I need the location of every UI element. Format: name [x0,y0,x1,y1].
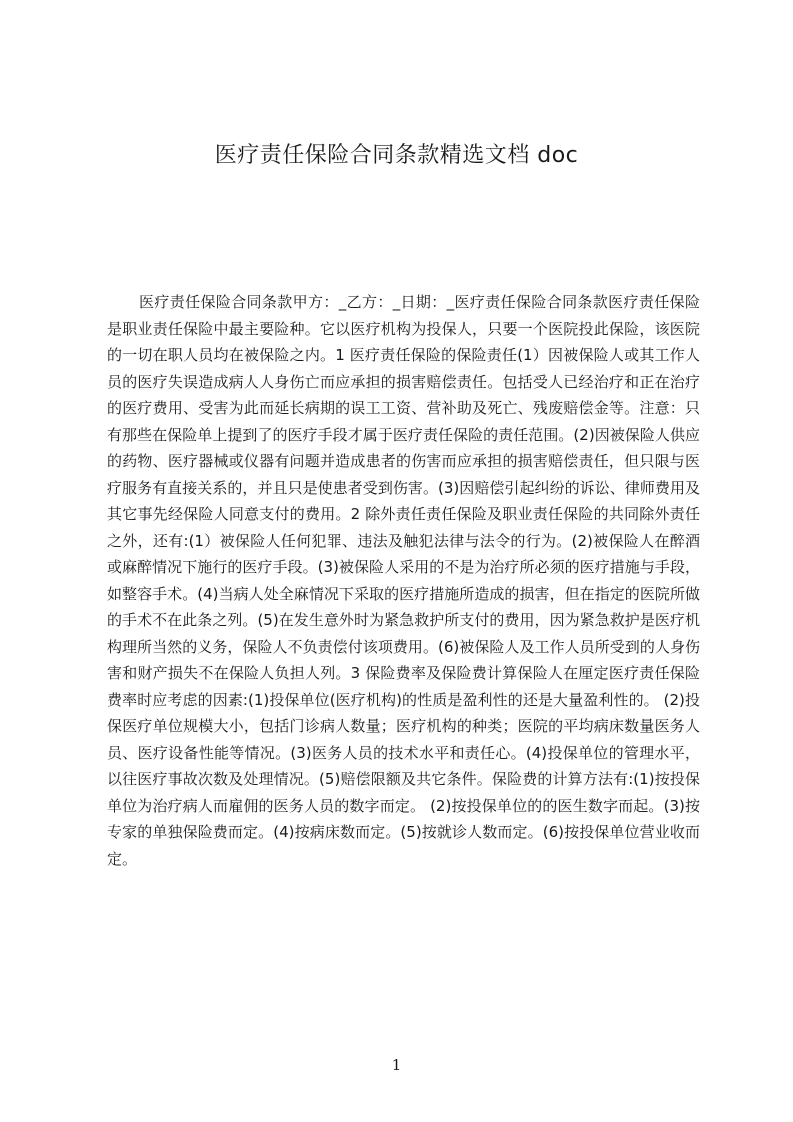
document-body-paragraph: 医疗责任保险合同条款甲方：_乙方：_日期：_医疗责任保险合同条款医疗责任保险是职业责任保险中最主要险种。它以医疗机构为投保人，只要一个医院投此保险，该医院的一切在职人员均在被保险之内。1 医疗责任保险的保险责任(1）因被保险人或其工作人员的医疗失误造成病人人身伤亡而应承担的损害赔偿责任。包括受人已经治疗和正在治疗的医疗费用、受害为此而延长病期的误工工资、营补助及死亡、残废赔偿金等。注意：只有那些在保险单上提到了的医疗手段才属于医疗责任保险的责任范围。(2)因被保险人供应的药物、医疗器械或仪器有问题并造成患者的伤害而应承担的损害赔偿责任，但只限与医疗服务有直接关系的，并且只是使患者受到伤害。(3)因赔偿引起纠纷的诉讼、律师费用及其它事先经保险人同意支付的费用。2 除外责任责任保险及职业责任保险的共同除外责任之外，还有:(1）被保险人任何犯罪、违法及触犯法律与法令的行为。(2)被保险人在醉酒或麻醉情况下施行的医疗手段。(3)被保险人采用的不是为治疗所必须的医疗措施与手段，如整容手术。(4)当病人处全麻情况下采取的医疗措施所造成的损害，但在指定的医院所做的手术不在此条之列。(5)在发生意外时为紧急救护所支付的费用，因为紧急救护是医疗机构理所当然的义务，保险人不负责偿付该项费用。(6)被保险人及工作人员所受到的人身伤害和财产损失不在保险人负担人列。3 保险费率及保险费计算保险人在厘定医疗责任保险费率时应考虑的因素:(1)投保单位(医疗机构)的性质是盈利性的还是大量盈利性的。 (2)投保医疗单位规模大小，包括门诊病人数量；医疗机构的种类；医院的平均病床数量医务人员、医疗设备性能等情况。(3)医务人员的技术水平和责任心。(4)投保单位的管理水平，以往医疗事故次数及处理情况。(5)赔偿限额及共它条件。保险费的计算方法有:(1)按投保单位为治疗病人而雇佣的医务人员的数字而定。 (2)按投保单位的的医生数字而起。(3)按专家的单独保险费而定。(4)按病床数而定。(5)按就诊人数而定。(6)按投保单位营业收而定。 [107,293,700,868]
document-title: 医疗责任保险合同条款精选文档 doc [214,143,579,168]
page-number: 1 [391,1056,402,1074]
